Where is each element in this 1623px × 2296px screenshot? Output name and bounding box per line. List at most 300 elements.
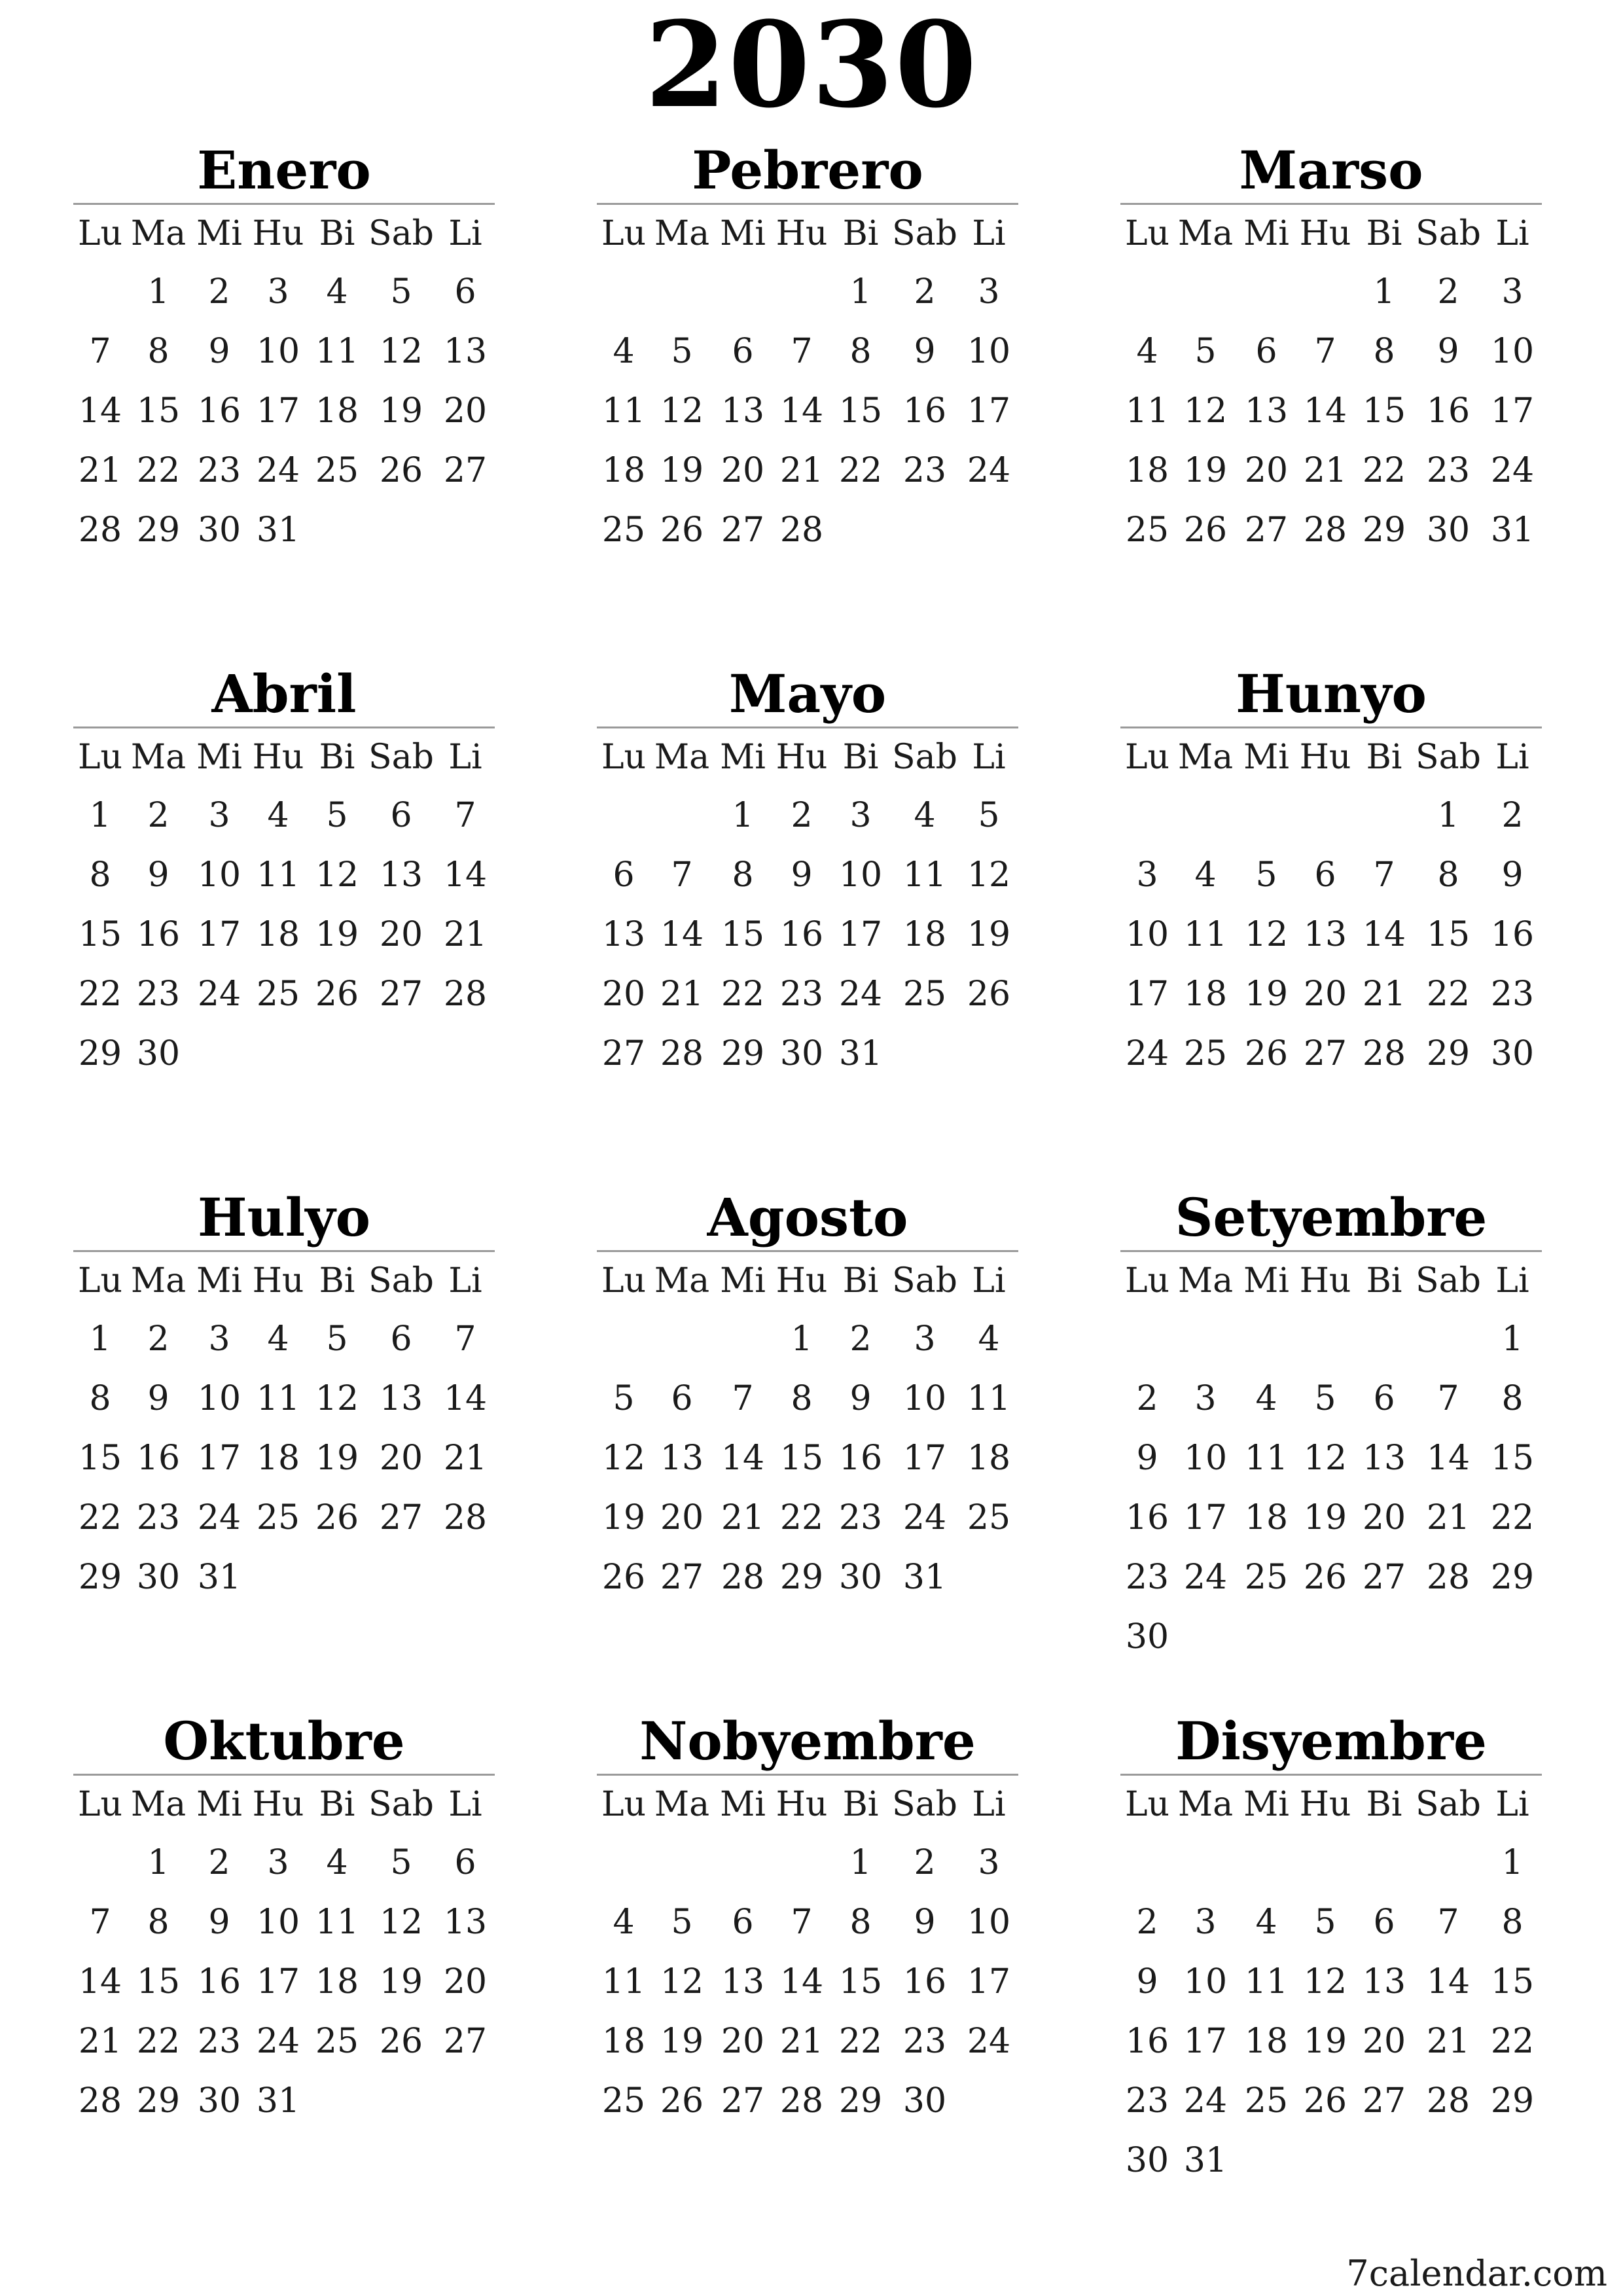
day-cell: 6 [390,796,412,835]
day-cell: 24 [197,1498,241,1537]
day-cell: 29 [136,2081,181,2121]
weekday-label: Hu [252,214,304,253]
day-cell: 4 [267,1319,289,1359]
week-row [597,1548,1018,1607]
day-cell: 21 [443,1439,488,1478]
weekday-label: Ma [130,1785,187,1824]
day-cell: 15 [78,1439,122,1478]
weekday-label: Ma [654,214,710,253]
day-cell: 25 [1183,1034,1228,1073]
day-cell: 18 [601,451,646,490]
day-cell: 13 [443,1903,488,1942]
weekday-label: Lu [77,738,123,777]
week-row [597,1833,1018,1893]
day-cell: 23 [779,975,824,1014]
day-cell [366,501,436,560]
month-name: Hulyo [198,1187,370,1248]
week-row [1120,905,1542,965]
day-cell: 7 [791,1903,813,1942]
day-cell [1355,786,1414,846]
day-cell: 18 [1183,975,1228,1014]
day-cell: 23 [1490,975,1535,1014]
day-cell [651,1310,713,1369]
day-cell: 26 [660,511,704,550]
day-cell: 16 [838,1439,883,1478]
month-nobyembre [597,1708,1018,2131]
week-row [73,2012,495,2072]
day-cell: 12 [660,1962,704,2001]
day-cell: 17 [1125,975,1169,1014]
day-cell [1120,1833,1174,1893]
weekday-header [597,1252,1018,1310]
day-cell [959,2072,1018,2131]
day-cell: 19 [379,1962,423,2001]
day-cell: 2 [147,796,169,835]
week-row [73,1310,495,1369]
day-cell: 4 [1194,855,1217,895]
weekday-label: Sab [368,738,434,777]
day-cell: 14 [443,1379,488,1418]
day-cell: 29 [78,1034,122,1073]
day-cell: 31 [256,511,300,550]
day-cell: 8 [1373,332,1395,371]
day-cell: 20 [721,451,765,490]
day-cell [1296,786,1355,846]
month-hunyo [1120,661,1542,1084]
day-cell [1483,2131,1542,2191]
day-cell: 16 [197,1962,241,2001]
day-cell: 6 [613,855,635,895]
day-cell: 8 [89,1379,111,1418]
day-cell: 15 [838,1962,883,2001]
day-cell: 30 [136,1558,181,1597]
weekday-label: Sab [1416,738,1481,777]
day-cell: 25 [1244,1558,1289,1597]
day-cell: 4 [914,796,936,835]
day-cell: 30 [1490,1034,1535,1073]
day-cell: 12 [379,332,423,371]
day-cell [597,1310,651,1369]
day-cell: 21 [721,1498,765,1537]
week-row [73,1893,495,1952]
day-cell: 14 [1426,1439,1471,1478]
day-cell: 31 [1490,511,1535,550]
day-cell [1120,262,1174,322]
day-cell [1237,786,1296,846]
day-cell: 18 [1125,451,1169,490]
weekday-label: Sab [1416,1785,1481,1824]
week-row [597,786,1018,846]
day-cell: 5 [978,796,1000,835]
day-cell: 18 [315,1962,359,2001]
day-cell: 6 [732,1903,754,1942]
day-cell: 20 [443,1962,488,2001]
day-cell: 5 [671,332,693,371]
day-cell: 5 [613,1379,635,1418]
day-cell [1296,1310,1355,1369]
day-cell: 28 [779,2081,824,2121]
weekday-label: Hu [776,214,828,253]
month-name: Marso [1239,139,1423,201]
week-row [73,1369,495,1429]
day-cell: 18 [601,2022,646,2061]
day-cell: 29 [1362,511,1406,550]
day-cell: 25 [315,2022,359,2061]
day-cell: 27 [443,2022,488,2061]
weekday-label: Sab [892,214,957,253]
day-cell: 13 [601,915,646,954]
day-cell: 15 [838,391,883,431]
day-cell: 19 [315,1439,359,1478]
day-cell [1414,1310,1483,1369]
day-cell [1237,262,1296,322]
day-cell: 11 [967,1379,1011,1418]
day-cell: 24 [1125,1034,1169,1073]
weekday-label: Li [448,214,482,253]
day-cell: 21 [443,915,488,954]
day-cell: 5 [1194,332,1217,371]
day-cell: 5 [671,1903,693,1942]
day-cell: 3 [208,1319,230,1359]
day-cell [1296,262,1355,322]
day-cell [1237,2131,1296,2191]
day-cell: 8 [849,1903,872,1942]
weekday-label: Bi [842,1261,879,1300]
day-cell: 18 [256,915,300,954]
day-cell: 27 [601,1034,646,1073]
day-cell: 7 [1314,332,1336,371]
day-cell: 26 [967,975,1011,1014]
day-cell: 1 [732,796,754,835]
day-cell: 8 [1501,1903,1524,1942]
weekday-label: Hu [1299,738,1351,777]
weekday-label: Li [972,214,1006,253]
weekday-label: Hu [776,1785,828,1824]
day-cell: 29 [721,1034,765,1073]
day-cell: 3 [1194,1379,1217,1418]
day-cell [436,2072,495,2131]
day-cell: 29 [1490,1558,1535,1597]
day-cell: 21 [1303,451,1347,490]
weekday-header [1120,1252,1542,1310]
day-cell [597,262,651,322]
week-row [597,2012,1018,2072]
weekday-label: Mi [1243,214,1289,253]
weekday-label: Lu [1124,738,1170,777]
day-cell: 28 [779,511,824,550]
day-cell: 17 [1183,1498,1228,1537]
day-cell: 28 [78,2081,122,2121]
month-name: Disyembre [1175,1710,1487,1772]
day-cell [651,1833,713,1893]
weekday-label: Hu [1299,1261,1351,1300]
week-row [1120,1429,1542,1488]
day-cell [249,1024,308,1084]
weekday-label: Mi [196,1261,242,1300]
day-cell: 8 [849,332,872,371]
day-cell: 7 [791,332,813,371]
day-cell: 24 [256,2022,300,2061]
day-cell: 7 [1373,855,1395,895]
day-cell: 23 [838,1498,883,1537]
weekday-label: Ma [130,1261,187,1300]
day-cell: 16 [197,391,241,431]
weekday-label: Lu [601,738,647,777]
day-cell: 29 [78,1558,122,1597]
day-cell: 28 [1426,2081,1471,2121]
day-cell [308,1548,366,1607]
weekday-label: Hu [776,738,828,777]
day-cell: 20 [379,1439,423,1478]
weekday-label: Li [972,1261,1006,1300]
weekday-label: Mi [720,214,766,253]
day-cell: 12 [1244,915,1289,954]
weekday-label: Lu [77,1261,123,1300]
day-cell: 28 [1303,511,1347,550]
day-cell [1296,1607,1355,1667]
day-cell [1414,1833,1483,1893]
day-cell: 14 [721,1439,765,1478]
day-cell: 1 [1437,796,1459,835]
day-cell: 24 [1490,451,1535,490]
day-cell: 11 [601,1962,646,2001]
day-cell: 26 [379,451,423,490]
weekday-label: Li [448,1785,482,1824]
day-cell: 27 [379,975,423,1014]
weekday-label: Sab [368,1261,434,1300]
day-cell [249,1548,308,1607]
weekday-label: Mi [720,738,766,777]
day-cell: 19 [660,2022,704,2061]
week-row [73,441,495,501]
day-cell: 11 [601,391,646,431]
day-cell: 9 [1136,1439,1158,1478]
day-cell [366,1548,436,1607]
day-cell: 5 [1255,855,1277,895]
month-name: Setyembre [1175,1187,1488,1248]
day-cell: 12 [967,855,1011,895]
day-cell: 11 [256,1379,300,1418]
day-cell [1355,1833,1414,1893]
day-cell: 25 [601,2081,646,2121]
month-setyembre [1120,1185,1542,1667]
day-cell: 25 [967,1498,1011,1537]
week-row [597,1024,1018,1084]
week-row [597,1369,1018,1429]
day-cell: 22 [838,2022,883,2061]
day-cell: 20 [721,2022,765,2061]
day-cell: 15 [1490,1439,1535,1478]
day-cell: 25 [601,511,646,550]
day-cell: 7 [454,1319,476,1359]
day-cell [890,1024,959,1084]
day-cell: 8 [89,855,111,895]
weekday-header [73,205,495,262]
day-cell: 1 [1501,1319,1524,1359]
day-cell: 12 [1303,1962,1347,2001]
week-row [597,965,1018,1024]
day-cell: 21 [779,2022,824,2061]
day-cell [1414,2131,1483,2191]
day-cell: 27 [443,451,488,490]
week-row [1120,1893,1542,1952]
week-row [73,905,495,965]
week-row [597,846,1018,905]
day-cell: 19 [379,391,423,431]
day-cell: 27 [660,1558,704,1597]
day-cell: 9 [914,1903,936,1942]
day-cell: 1 [849,1843,872,1882]
week-row [1120,1024,1542,1084]
day-cell: 2 [791,796,813,835]
weekday-header [597,1776,1018,1833]
day-cell: 13 [1362,1962,1406,2001]
day-cell: 26 [1244,1034,1289,1073]
day-cell: 3 [267,272,289,312]
day-cell: 16 [1426,391,1471,431]
day-cell: 23 [1125,1558,1169,1597]
day-cell: 12 [315,855,359,895]
day-cell [1237,1310,1296,1369]
day-cell: 26 [315,975,359,1014]
day-cell: 9 [208,1903,230,1942]
day-cell: 29 [1490,2081,1535,2121]
week-row [597,2072,1018,2131]
day-cell: 25 [315,451,359,490]
day-cell: 6 [1373,1379,1395,1418]
day-cell: 19 [315,915,359,954]
day-cell: 14 [78,1962,122,2001]
day-cell: 28 [1362,1034,1406,1073]
day-cell: 29 [779,1558,824,1597]
day-cell: 30 [838,1558,883,1597]
day-cell: 27 [721,511,765,550]
day-cell: 8 [147,332,169,371]
day-cell [713,1833,772,1893]
month-name: Oktubre [163,1710,405,1772]
month-name: Abril [211,663,357,725]
day-cell [1355,1310,1414,1369]
day-cell [436,1548,495,1607]
day-cell: 10 [256,1903,300,1942]
day-cell: 6 [1255,332,1277,371]
weekday-label: Hu [252,738,304,777]
day-cell: 20 [1362,2022,1406,2061]
day-cell: 16 [902,1962,947,2001]
week-row [1120,441,1542,501]
month-disyembre [1120,1708,1542,2191]
month-name: Nobyembre [639,1710,976,1772]
day-cell: 20 [1303,975,1347,1014]
site-credit: 7calendar.com [1346,2253,1607,2294]
day-cell: 9 [208,332,230,371]
weekday-label: Sab [892,738,957,777]
month-name: Agosto [707,1187,908,1248]
week-row [1120,382,1542,441]
day-cell: 10 [197,855,241,895]
day-cell: 6 [1314,855,1336,895]
day-cell: 19 [1244,975,1289,1014]
day-cell: 3 [1194,1903,1217,1942]
weekday-label: Mi [1243,738,1289,777]
day-cell: 25 [902,975,947,1014]
day-cell: 22 [1490,2022,1535,2061]
day-cell [1296,1833,1355,1893]
weekday-label: Hu [1299,1785,1351,1824]
day-cell: 16 [779,915,824,954]
week-row [597,262,1018,322]
weekday-label: Li [1495,738,1529,777]
weekday-label: Sab [1416,1261,1481,1300]
day-cell: 22 [838,451,883,490]
day-cell: 23 [1125,2081,1169,2121]
day-cell: 21 [779,451,824,490]
day-cell: 13 [379,1379,423,1418]
day-cell: 23 [136,1498,181,1537]
day-cell: 1 [849,272,872,312]
day-cell: 22 [1490,1498,1535,1537]
day-cell: 29 [1426,1034,1471,1073]
day-cell: 22 [136,2022,181,2061]
day-cell [366,2072,436,2131]
weekday-label: Ma [654,1261,710,1300]
day-cell: 17 [1490,391,1535,431]
day-cell: 24 [967,2022,1011,2061]
day-cell [1174,1607,1237,1667]
day-cell: 20 [601,975,646,1014]
day-cell: 31 [902,1558,947,1597]
week-row [597,1952,1018,2012]
day-cell [1174,262,1237,322]
day-cell: 30 [1426,511,1471,550]
day-cell: 3 [914,1319,936,1359]
day-cell: 23 [1426,451,1471,490]
day-cell: 21 [1426,1498,1471,1537]
day-cell: 8 [732,855,754,895]
day-cell: 19 [601,1498,646,1537]
weekday-label: Li [1495,214,1529,253]
day-cell: 4 [1255,1379,1277,1418]
day-cell: 23 [136,975,181,1014]
weekday-label: Bi [1366,1785,1402,1824]
day-cell: 17 [967,1962,1011,2001]
month-hulyo [73,1185,495,1607]
month-abril [73,661,495,1084]
day-cell: 5 [1314,1379,1336,1418]
day-cell: 14 [78,391,122,431]
day-cell: 22 [779,1498,824,1537]
weekday-label: Ma [1177,214,1234,253]
day-cell: 26 [1303,1558,1347,1597]
weekday-label: Sab [1416,214,1481,253]
weekday-label: Hu [1299,214,1351,253]
day-cell: 13 [1362,1439,1406,1478]
day-cell: 30 [1125,1617,1169,1657]
day-cell: 25 [256,1498,300,1537]
day-cell [308,1024,366,1084]
week-row [73,1429,495,1488]
day-cell: 10 [967,1903,1011,1942]
day-cell: 5 [326,796,348,835]
day-cell: 29 [838,2081,883,2121]
day-cell: 13 [1303,915,1347,954]
day-cell: 5 [326,1319,348,1359]
week-row [1120,2072,1542,2131]
day-cell [597,1833,651,1893]
day-cell: 6 [454,272,476,312]
weekday-label: Bi [319,214,355,253]
week-row [597,322,1018,382]
